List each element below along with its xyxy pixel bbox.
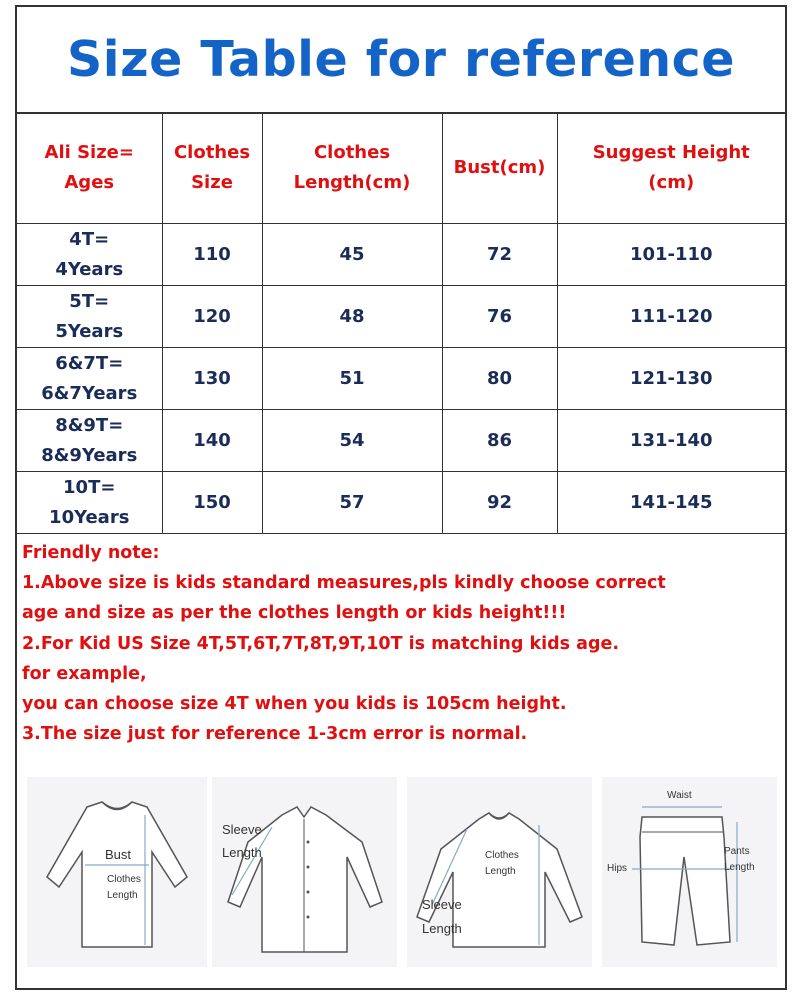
header-bust: Bust(cm): [442, 112, 557, 224]
sweater-diagram: [407, 777, 592, 967]
cell-bust: 76: [442, 286, 557, 348]
label-clothes: Clothes: [485, 850, 519, 861]
cell-bust: 92: [442, 472, 557, 534]
header-clothes-length: Clothes Length(cm): [262, 112, 442, 224]
table-row: [17, 472, 785, 534]
label-pants: Pants: [724, 846, 750, 857]
cell-height: 131-140: [557, 410, 785, 472]
header-clothes-size: Clothes Size: [162, 112, 262, 224]
size-chart-frame: [15, 5, 787, 990]
cell-height: 121-130: [557, 348, 785, 410]
cell-size: 120: [162, 286, 262, 348]
cell-length: 54: [262, 410, 442, 472]
label-sleeve: Sleeve: [422, 897, 462, 912]
note-line: 3.The size just for reference 1-3cm error is normal.: [22, 724, 528, 745]
tshirt-outline-icon: [27, 777, 207, 967]
shirt-outline-icon: [212, 777, 397, 967]
cell-size: 110: [162, 224, 262, 286]
label-length: Length: [724, 862, 755, 873]
pants-diagram: [602, 777, 777, 967]
table-row: [17, 286, 785, 348]
note-line: 2.For Kid US Size 4T,5T,6T,7T,8T,9T,10T is matching kids age.: [22, 633, 619, 654]
cell-height: 111-120: [557, 286, 785, 348]
cell-length: 45: [262, 224, 442, 286]
cell-height: 101-110: [557, 224, 785, 286]
cell-size: 130: [162, 348, 262, 410]
label-hips: Hips: [607, 863, 628, 874]
note-line: you can choose size 4T when you kids is 105cm height.: [22, 694, 567, 715]
page-title: Size Table for reference: [17, 7, 785, 114]
label-sleeve-length: Length: [422, 921, 462, 936]
table-header-row: [17, 112, 785, 224]
label-length: Length: [222, 845, 262, 860]
label-clothes: Clothes: [107, 874, 141, 885]
cell-bust: 86: [442, 410, 557, 472]
cell-length: 51: [262, 348, 442, 410]
label-sleeve: Sleeve: [222, 822, 262, 837]
table-row: [17, 348, 785, 410]
note-line: for example,: [22, 663, 147, 684]
cell-bust: 72: [442, 224, 557, 286]
cell-size: 150: [162, 472, 262, 534]
cell-age: 6&7T= 6&7Years: [17, 348, 162, 410]
table-row: [17, 410, 785, 472]
cell-height: 141-145: [557, 472, 785, 534]
size-table: [17, 112, 785, 534]
measurement-diagrams: [27, 777, 777, 977]
cell-length: 48: [262, 286, 442, 348]
label-length: Length: [485, 866, 516, 877]
note-line: 1.Above size is kids standard measures,pls kindly choose correct: [22, 573, 666, 594]
friendly-notes: [22, 538, 782, 749]
cell-bust: 80: [442, 348, 557, 410]
cell-length: 57: [262, 472, 442, 534]
note-heading: Friendly note:: [22, 543, 160, 563]
cell-age: 8&9T= 8&9Years: [17, 410, 162, 472]
table-row: [17, 224, 785, 286]
label-length: Length: [107, 890, 138, 901]
cell-age: 4T= 4Years: [17, 224, 162, 286]
label-waist: Waist: [667, 790, 692, 801]
cell-age: 10T= 10Years: [17, 472, 162, 534]
header-suggest-height: Suggest Height (cm): [557, 112, 785, 224]
header-ali-size: Ali Size= Ages: [17, 112, 162, 224]
label-bust: Bust: [105, 847, 132, 862]
note-line: age and size as per the clothes length or kids height!!!: [22, 603, 567, 624]
cell-size: 140: [162, 410, 262, 472]
cell-age: 5T= 5Years: [17, 286, 162, 348]
tshirt-diagram: [27, 777, 207, 967]
shirt-diagram: [212, 777, 397, 967]
